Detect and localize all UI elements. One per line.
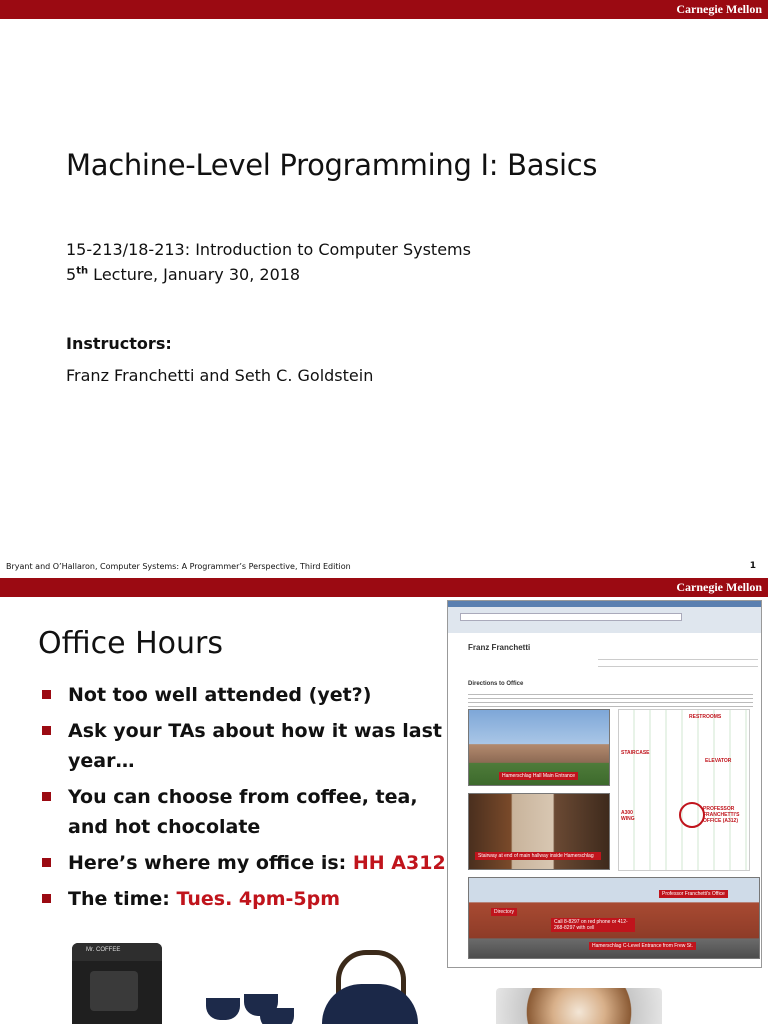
bullet-item: The time: Tues. 4pm-5pm (40, 884, 450, 914)
map-label: A300 WING (621, 810, 635, 822)
coffee-maker-window (90, 971, 138, 1011)
slide-heading: Office Hours (38, 626, 223, 661)
coffee-maker-image (72, 943, 162, 1024)
coffee-maker-brand: Mr. COFFEE (86, 947, 121, 953)
brand-label: Carnegie Mellon (676, 2, 762, 16)
header-bar (0, 578, 768, 597)
photo-caption: Professor Franchetti's Office (659, 890, 728, 898)
bullet-item: You can choose from coffee, tea, and hot chocolate (40, 782, 450, 842)
bullet-item: Here’s where my office is: HH A312 (40, 848, 450, 878)
map-label: RESTROOMS (689, 714, 722, 720)
building-entrance-photo (468, 709, 610, 786)
map-label: ELEVATOR (705, 758, 732, 764)
course-line: 15-213/18-213: Introduction to Computer Systems (66, 240, 471, 259)
bullet-square-icon (42, 690, 51, 699)
slide-office-hours (0, 578, 768, 1024)
office-location: HH A312 (352, 852, 446, 874)
lecture-number: 5 (66, 265, 77, 284)
header-bar (0, 0, 768, 19)
coffee-maker-lid (72, 943, 162, 961)
hot-chocolate-image (496, 988, 662, 1024)
browser-chrome (448, 601, 761, 633)
teapot-image (314, 950, 424, 1024)
floor-map (618, 709, 750, 871)
c-level-entrance-photo (468, 877, 760, 959)
webpage-paragraph (468, 691, 753, 707)
map-label: STAIRCASE (621, 750, 650, 756)
bullet-square-icon (42, 792, 51, 801)
photo-caption: Stairway at end of main hallway inside Hamerschlag (475, 852, 601, 860)
lecture-line (66, 265, 300, 284)
page-number: 1 (749, 561, 756, 571)
tea-cup (260, 1008, 294, 1024)
office-time: Tues. 4pm-5pm (176, 888, 341, 910)
office-directions-screenshot (447, 600, 762, 968)
instructors-names: Franz Franchetti and Seth C. Goldstein (66, 366, 374, 385)
photo-caption: Call 8-8297 on red phone or 412-268-8297 with cell (551, 918, 635, 932)
bullet-list (40, 680, 450, 920)
bullet-square-icon (42, 726, 51, 735)
webpage-name: Franz Franchetti (468, 643, 531, 652)
instructors-label: Instructors: (66, 334, 172, 353)
slide-footer: Bryant and O’Hallaron, Computer Systems: A Programmer’s Perspective, Third Edition (6, 562, 351, 571)
stairway-photo (468, 793, 610, 870)
office-marker-icon (679, 802, 705, 828)
map-label: PROFESSOR FRANCHETTI'S OFFICE (A312) (703, 806, 740, 824)
lecture-date: Lecture, January 30, 2018 (88, 265, 301, 284)
tea-cup (206, 998, 240, 1020)
photo-caption: Directory (491, 908, 517, 916)
browser-url-bar (460, 613, 682, 621)
webpage-nav (598, 659, 758, 667)
slide-title-heading: Machine-Level Programming I: Basics (66, 148, 598, 182)
photo-caption: Hamerschlag C-Level Entrance from Frew St. (589, 942, 696, 950)
browser-titlebar (448, 601, 761, 607)
bullet-square-icon (42, 858, 51, 867)
bullet-square-icon (42, 894, 51, 903)
webpage-heading: Directions to Office (468, 681, 524, 687)
brand-label: Carnegie Mellon (676, 580, 762, 594)
bullet-item: Not too well attended (yet?) (40, 680, 450, 710)
bullet-item: Ask your TAs about how it was last year… (40, 716, 450, 776)
lecture-suffix: th (76, 265, 89, 277)
photo-caption: Hamerschlag Hall Main Entrance (499, 772, 578, 780)
tea-cups-image (206, 988, 306, 1024)
